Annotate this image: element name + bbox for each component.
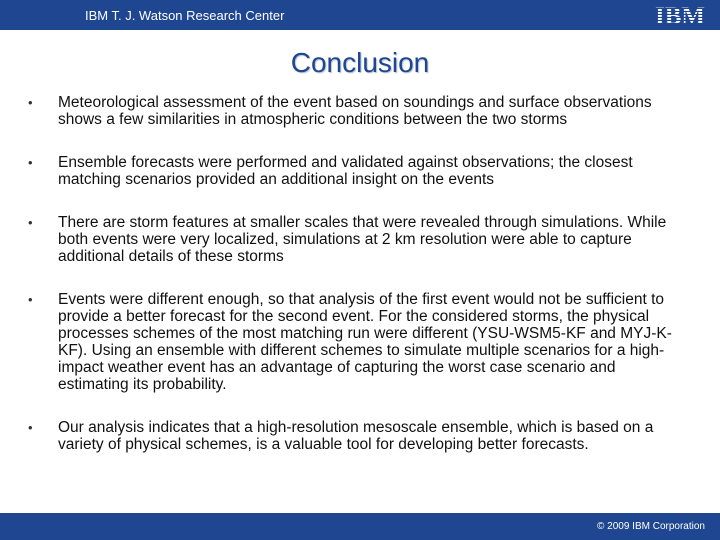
bullet-item [28,214,688,265]
organization-name: IBM T. J. Watson Research Center [85,8,285,23]
bullet-item [28,154,688,188]
bullet-marker: • [28,215,33,230]
slide-title: Conclusion [290,47,430,78]
bullet-marker: • [28,292,33,307]
bullet-marker: • [28,95,33,110]
bullet-text: Ensemble forecasts were performed and validated against observations; the closest matching scenarios provided an additional insight on the events [58,154,633,188]
header-bar [0,0,720,30]
bullet-text: Events were different enough, so that analysis of the first event would not be sufficient to provide a better forecast for the second event. For the considered storms, the physical processes schemes of the most matching run were different (YSU-WSM5-KF and MYJ-K-KF). Using an ensemble with different schemes to simulate multiple scenarios for a high-impact weather event has an advantage of capturing the worst case scenario and estimating its probability. [58,291,672,393]
copyright-text: © 2009 IBM Corporation [597,521,705,532]
bullet-item [28,291,688,393]
bullet-marker: • [28,420,33,435]
bullet-text: There are storm features at smaller scales that were revealed through simulations. While both events were very localized, simulations at 2 km resolution were able to capture additional details of these storms [58,214,667,265]
bullet-list [28,94,688,453]
footer-bar [0,513,720,540]
bullet-text: Meteorological assessment of the event based on soundings and surface observations shows a few similarities in atmospheric conditions between the two storms [58,94,652,128]
bullet-marker: • [28,155,33,170]
bullet-item [28,94,688,128]
bullet-item [28,419,688,453]
ibm-logo-text: IBM [655,3,705,27]
bullet-text: Our analysis indicates that a high-resolution mesoscale ensemble, which is based on a variety of physical schemes, is a valuable tool for developing better forecasts. [58,419,654,453]
ibm-logo [648,3,712,27]
